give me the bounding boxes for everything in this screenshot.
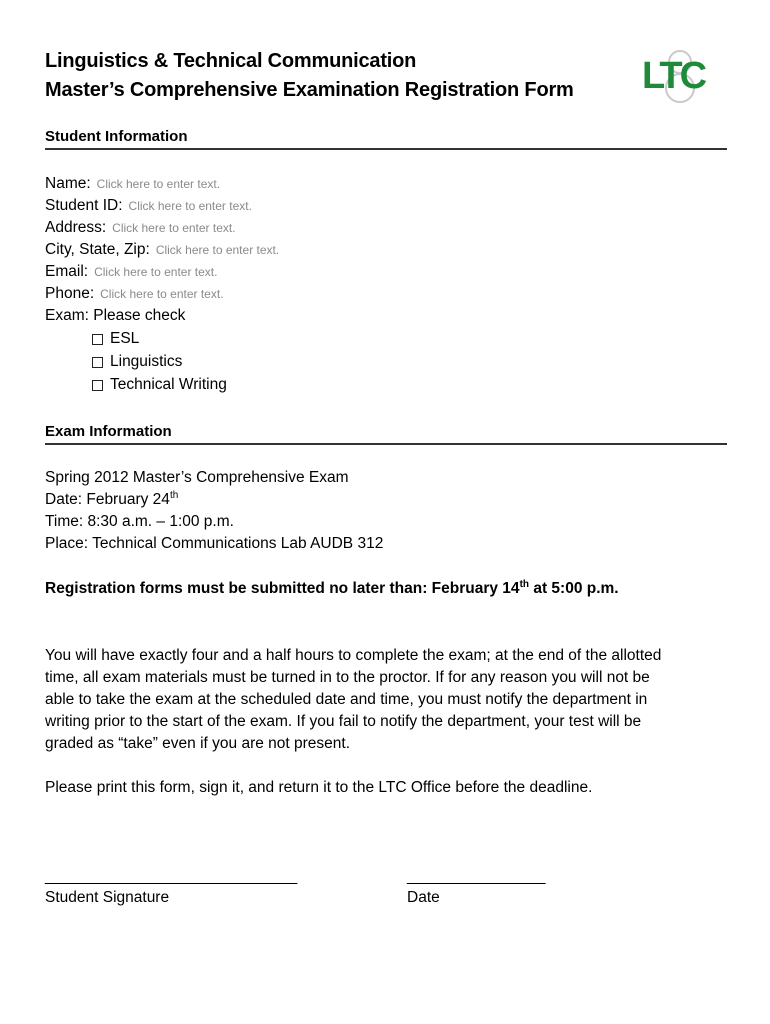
submission-instructions: Please print this form, sign it, and return it to the LTC Office before the deadline. bbox=[45, 779, 593, 796]
exam-time: Time: 8:30 a.m. – 1:00 p.m. bbox=[45, 513, 234, 530]
name-label: Name: bbox=[45, 175, 91, 192]
form-title-line-1: Linguistics & Technical Communication bbox=[45, 50, 417, 72]
paragraph-line: You will have exactly four and a half hours to complete the exam; at the end of the allotted bbox=[45, 647, 662, 664]
linguistics-label: Linguistics bbox=[110, 353, 183, 370]
exam-option-technical-writing[interactable] bbox=[92, 376, 227, 394]
ltc-logo bbox=[640, 44, 724, 110]
paragraph-line: graded as “take” even if you are not present. bbox=[45, 735, 351, 752]
exam-info-heading: Exam Information bbox=[45, 423, 172, 440]
address-field bbox=[45, 219, 236, 237]
exam-prompt: Exam: Please check bbox=[45, 307, 186, 324]
esl-checkbox[interactable] bbox=[92, 334, 103, 345]
student-info-divider bbox=[45, 148, 727, 150]
exam-date-suffix: th bbox=[169, 489, 179, 501]
deadline-text: Registration forms must be submitted no later than: February 14 bbox=[45, 580, 520, 597]
address-label: Address: bbox=[45, 219, 107, 236]
exam-date-text: Date: February 24 bbox=[45, 491, 170, 508]
student-info-heading: Student Information bbox=[45, 128, 188, 145]
email-input[interactable]: Click here to enter text. bbox=[94, 265, 218, 279]
exam-option-linguistics[interactable] bbox=[92, 353, 182, 371]
deadline-date-suffix: th bbox=[519, 578, 530, 590]
address-input[interactable]: Click here to enter text. bbox=[112, 221, 236, 235]
exam-name: Spring 2012 Master’s Comprehensive Exam bbox=[45, 469, 349, 486]
email-label: Email: bbox=[45, 263, 89, 280]
exam-info-divider bbox=[45, 443, 727, 445]
logo-text: LTC bbox=[642, 55, 705, 97]
student-id-field bbox=[45, 197, 252, 215]
form-title-line-2: Master’s Comprehensive Examination Registration Form bbox=[45, 79, 574, 101]
name-field bbox=[45, 175, 220, 193]
exam-rules-paragraph bbox=[45, 645, 735, 755]
deadline-time: at 5:00 p.m. bbox=[529, 580, 619, 597]
student-id-input[interactable]: Click here to enter text. bbox=[128, 199, 252, 213]
exam-place: Place: Technical Communications Lab AUDB 312 bbox=[45, 535, 384, 552]
linguistics-checkbox[interactable] bbox=[92, 357, 103, 368]
paragraph-line: able to take the exam at the scheduled date and time, you must notify the department in bbox=[45, 691, 648, 708]
student-id-label: Student ID: bbox=[45, 197, 123, 214]
deadline-notice bbox=[45, 580, 619, 598]
esl-label: ESL bbox=[110, 330, 140, 347]
student-signature-label: Student Signature bbox=[45, 889, 170, 906]
technical-writing-checkbox[interactable] bbox=[92, 380, 103, 391]
phone-input[interactable]: Click here to enter text. bbox=[100, 287, 224, 301]
email-field bbox=[45, 263, 217, 281]
name-input[interactable]: Click here to enter text. bbox=[96, 177, 221, 191]
paragraph-line: writing prior to the start of the exam. If you fail to notify the department, your test will be bbox=[45, 713, 642, 730]
technical-writing-label: Technical Writing bbox=[110, 376, 227, 393]
date-signature-line[interactable]: _________________ bbox=[407, 868, 546, 885]
phone-field bbox=[45, 285, 224, 303]
date-signature-label: Date bbox=[407, 889, 440, 906]
student-signature-line[interactable]: _______________________________ bbox=[45, 868, 297, 885]
paragraph-line: time, all exam materials must be turned in to the proctor. If for any reason you will not be bbox=[45, 669, 650, 686]
city-state-zip-input[interactable]: Click here to enter text. bbox=[155, 243, 280, 257]
exam-date bbox=[45, 491, 178, 509]
phone-label: Phone: bbox=[45, 285, 95, 302]
exam-option-esl[interactable] bbox=[92, 330, 139, 348]
city-state-zip-field bbox=[45, 241, 279, 259]
city-state-zip-label: City, State, Zip: bbox=[45, 241, 150, 258]
